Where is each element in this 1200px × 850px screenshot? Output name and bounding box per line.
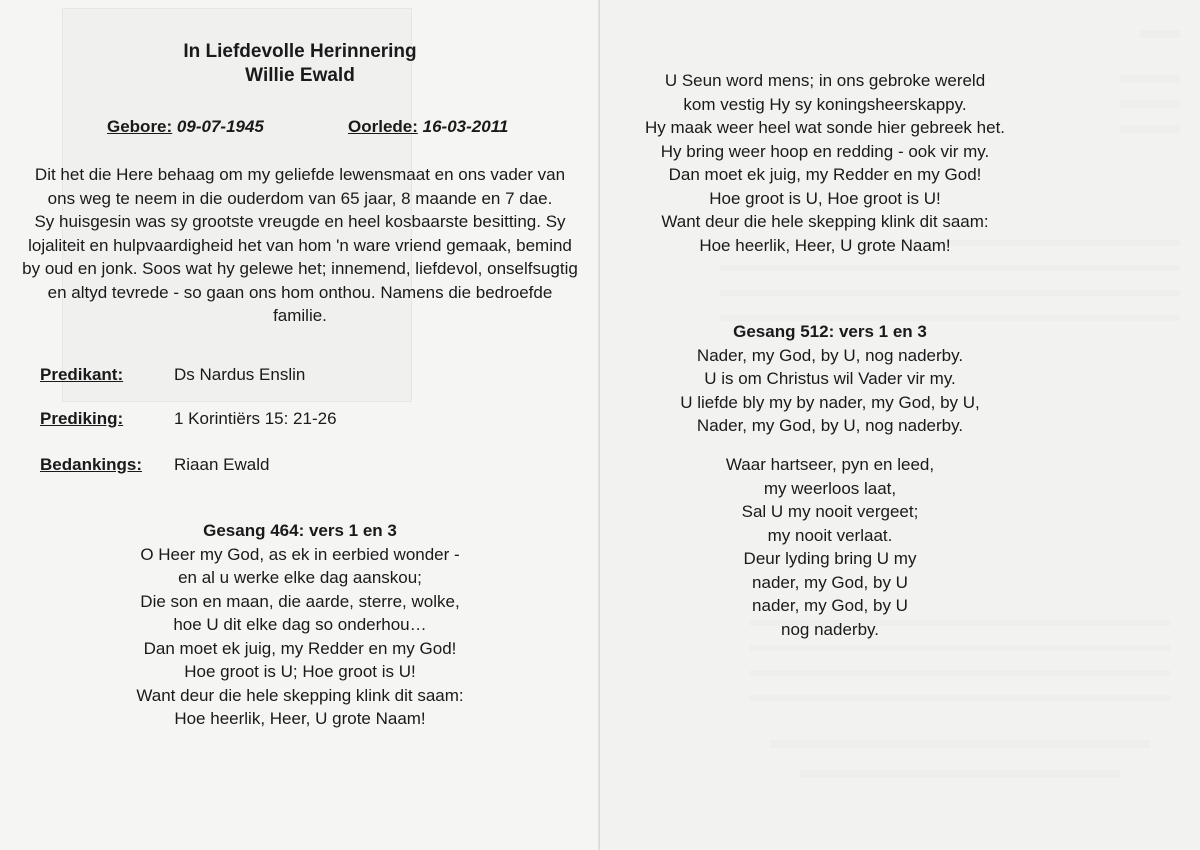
deceased-name: Willie Ewald (245, 65, 355, 86)
hymn-line: Want deur die hele skepping klink dit saam: (136, 685, 464, 705)
hymn-line: Nader, my God, by U, nog naderby. (696, 416, 964, 435)
hymn-line: Hy maak weer heel wat sonde hier gebreek het. (644, 118, 1006, 137)
hymn-line: Die son en maan, die aarde, sterre, wolke, (140, 591, 460, 611)
heading-line-1: In Liefdevolle Herinnering (183, 41, 417, 62)
hymn-line: O Heer my God, as ek in eerbied wonder - (140, 544, 460, 564)
intro-paragraph-2: Sy huisgesin was sy grootste vreugde en heel kosbaarste besitting. Sy lojaliteit en hulpvaardigheid het van hom 'n ware vriend gemaak, bemind by oud en jonk. Soos wat hy gelewe het; innemend, liefdevol, onselfsugtig en altyd tevrede - so gaan ons hom onthou. Namens die bedroefde familie. (22, 212, 578, 325)
hymn-line: U is om Christus wil Vader vir my. (704, 369, 956, 388)
bedankings-label: Bedankings: (40, 455, 143, 474)
hymn-line: kom vestig Hy sy koningsheerskappy. (683, 94, 967, 114)
hymn-line: my weerloos laat, (763, 478, 897, 498)
hymn-line: my nooit verlaat. (767, 525, 893, 545)
hymn-line: en al u werke elke dag aanskou; (178, 568, 422, 587)
intro-text (20, 163, 580, 328)
hymn-line: Nader, my God, by U, nog naderby. (696, 345, 964, 365)
hymn-line: Deur lyding bring U my (743, 549, 917, 568)
hymn-line: Dan moet ek juig, my Redder en my God! (143, 638, 457, 658)
hymn-line: U liefde bly my by nader, my God, by U, (680, 392, 980, 412)
service-bedankings (40, 455, 269, 475)
hymn-line: Hoe groot is U, Hoe groot is U! (709, 188, 941, 208)
hymn-512-verse-1 (600, 320, 1060, 438)
death-date-label: Oorlede: (348, 117, 418, 136)
hymn-464-verse-3 (600, 69, 1050, 257)
prediking-value: 1 Korintiërs 15: 21-26 (174, 409, 337, 428)
hymn-line: Want deur die hele skepping klink dit saam: (661, 212, 989, 231)
service-prediking (40, 409, 337, 429)
hymn-512-title: Gesang 512: vers 1 en 3 (733, 322, 927, 341)
hymn-line: nader, my God, by U (752, 596, 908, 615)
bedankings-value: Riaan Ewald (174, 455, 270, 474)
hymn-464-title: Gesang 464: vers 1 en 3 (203, 521, 397, 540)
hymn-line: Hoe heerlik, Heer, U grote Naam! (699, 235, 951, 255)
hymn-line: Hoe groot is U; Hoe groot is U! (184, 662, 416, 681)
hymn-512-verse-3 (600, 453, 1060, 641)
prediking-label: Prediking: (40, 409, 124, 428)
hymn-line: nog naderby. (781, 619, 879, 639)
hymn-line: nader, my God, by U (752, 572, 908, 592)
intro-paragraph-1: Dit het die Here behaag om my geliefde lewensmaat en ons vader van ons weg te neem in die ouderdom van 65 jaar, 8 maande en 7 dae. (34, 165, 566, 208)
hymn-line: hoe U dit elke dag so onderhou… (173, 615, 427, 634)
hymn-line: Waar hartseer, pyn en leed, (725, 455, 935, 474)
service-predikant (40, 365, 305, 385)
hymn-line: Dan moet ek juig, my Redder en my God! (668, 165, 982, 184)
death-date (348, 117, 508, 137)
right-page (600, 0, 1200, 850)
death-date-value: 16-03-2011 (422, 117, 509, 136)
memorial-heading (0, 40, 600, 88)
hymn-line: Hy bring weer hoop en redding - ook vir my. (660, 141, 990, 161)
birth-date-value: 09-07-1945 (176, 117, 264, 136)
birth-date (107, 117, 264, 137)
predikant-value: Ds Nardus Enslin (174, 365, 306, 384)
hymn-line: U Seun word mens; in ons gebroke wereld (664, 71, 986, 90)
hymn-line: Hoe heerlik, Heer, U grote Naam! (174, 709, 426, 728)
hymn-464-verse-1 (20, 519, 580, 731)
hymn-line: Sal U my nooit vergeet; (741, 502, 919, 521)
predikant-label: Predikant: (40, 365, 124, 384)
birth-date-label: Gebore: (107, 117, 173, 136)
